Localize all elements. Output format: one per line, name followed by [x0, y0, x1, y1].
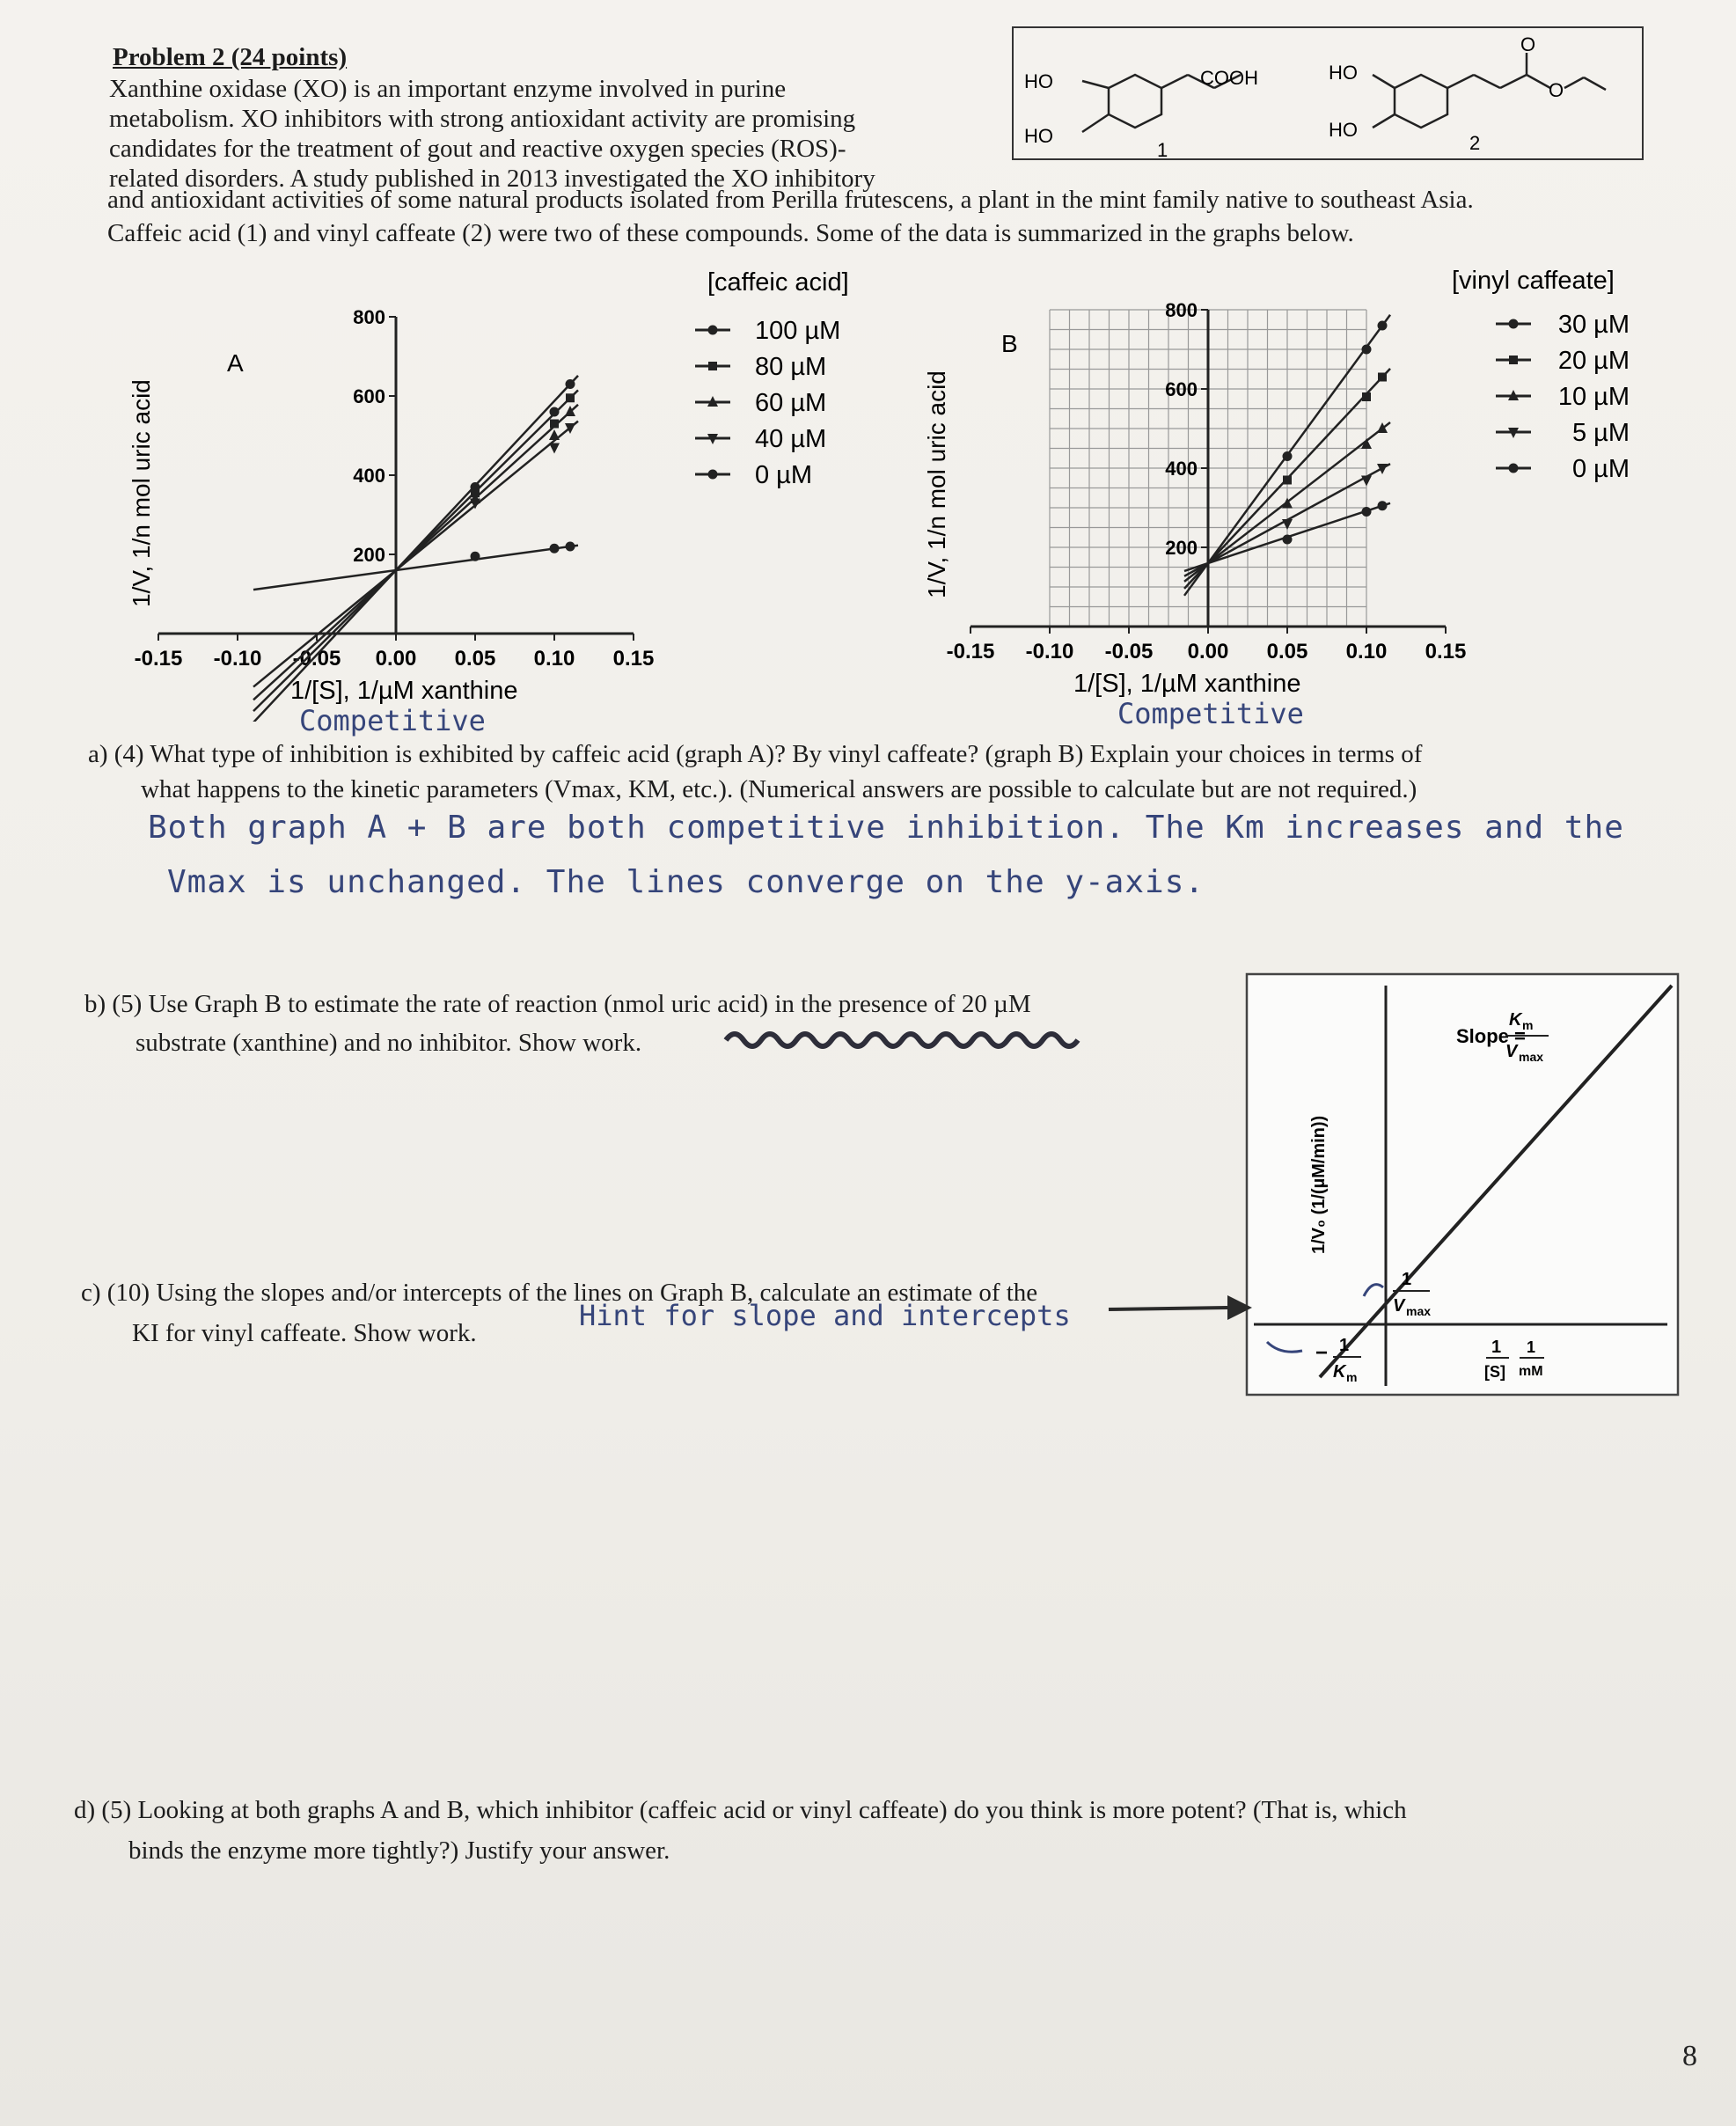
svg-text:1: 1 — [1402, 1270, 1412, 1289]
data-point — [566, 379, 575, 389]
graph-b-letter: B — [1001, 330, 1018, 357]
graph-a — [114, 264, 871, 722]
data-point — [549, 444, 560, 454]
svg-text:m: m — [1522, 1018, 1534, 1032]
y-tick-label-2: 600 — [353, 385, 385, 407]
question-a-line-1: a) (4) What type of inhibition is exhibited by caffeic acid (graph A)? By vinyl caffeate? (graph B) Explain your choices in terms of — [88, 740, 1423, 768]
x-tick-label-5: 0.10 — [533, 647, 575, 671]
graph-b — [915, 264, 1689, 722]
x-tick-label-5: 0.10 — [1345, 640, 1388, 663]
ho-label-2a: HO — [1329, 62, 1358, 84]
answer-a-line-2: Vmax is unchanged. The lines converge on the y-axis. — [167, 864, 1205, 900]
graph-b-legend — [1496, 311, 1630, 483]
legend-label-4: 0 µM — [755, 461, 813, 489]
data-point — [1362, 507, 1372, 517]
svg-text:V: V — [1505, 1042, 1518, 1061]
svg-text:m: m — [1346, 1370, 1358, 1384]
svg-text:K: K — [1509, 1010, 1522, 1030]
legend-label-2: 60 µM — [755, 389, 827, 417]
compound-1-label: 1 — [1157, 139, 1168, 161]
graph-a-xlabel: 1/[S], 1/µM xanthine — [290, 677, 518, 705]
y-tick-label-0: 200 — [1165, 537, 1198, 559]
svg-text:[S]: [S] — [1484, 1363, 1505, 1381]
data-point — [565, 423, 575, 434]
y-tick-label-3: 800 — [353, 306, 385, 328]
question-a-line-2: what happens to the kinetic parameters (Vmax, KM, etc.). (Numerical answers are possible to calculate but are not required.) — [141, 775, 1417, 803]
intro-line-4: related disorders. A study published in 2013 investigated the XO inhibitory — [109, 165, 875, 193]
data-point — [1378, 321, 1388, 331]
x-tick-label-0: -0.15 — [134, 647, 183, 671]
legend-label-3: 40 µM — [755, 425, 827, 453]
scribbled-out-text — [722, 1021, 1232, 1056]
graph-a-legend — [695, 317, 840, 489]
graph-a-ylabel: 1/V, 1/n mol uric acid — [128, 379, 155, 607]
svg-text:max: max — [1406, 1304, 1432, 1318]
data-point — [1361, 476, 1372, 487]
data-point — [471, 552, 480, 561]
ho-label-1a: HO — [1024, 70, 1053, 92]
problem-title: Problem 2 (24 points) — [113, 43, 348, 71]
graph-a-plot — [135, 306, 655, 722]
data-point — [1283, 535, 1293, 545]
cooh-label: COOH — [1200, 67, 1258, 89]
y-tick-label-0: 200 — [353, 544, 385, 566]
x-tick-label-3: 0.00 — [1187, 640, 1229, 663]
ho-label-2b: HO — [1329, 119, 1358, 141]
lb-ylabel: 1/V₀ (1/(µM/min)) — [1309, 1115, 1329, 1254]
data-point — [1283, 476, 1292, 485]
graph-a-letter: A — [227, 349, 244, 377]
x-tick-label-1: -0.10 — [213, 647, 262, 671]
svg-text:max: max — [1519, 1050, 1544, 1064]
y-tick-label-3: 800 — [1165, 299, 1198, 321]
graph-b-xlabel: 1/[S], 1/µM xanthine — [1073, 670, 1301, 698]
x-tick-label-3: 0.00 — [375, 647, 417, 671]
legend-label-0: 30 µM — [1557, 311, 1630, 339]
svg-text:1: 1 — [1339, 1336, 1350, 1355]
legend-label-0: 100 µM — [755, 317, 841, 345]
data-point — [1378, 373, 1387, 382]
x-tick-label-4: 0.05 — [1266, 640, 1308, 663]
carbonyl-o-label: O — [1520, 33, 1536, 55]
ho-label-1b: HO — [1024, 125, 1053, 147]
legend-label-1: 80 µM — [755, 353, 827, 381]
data-point — [1377, 422, 1388, 433]
data-point — [1362, 392, 1371, 401]
legend-label-3: 5 µM — [1571, 419, 1630, 447]
graph-b-legend-title: [vinyl caffeate] — [1452, 267, 1615, 295]
intro-line-1: Xanthine oxidase (XO) is an important enzyme involved in purine — [109, 75, 787, 103]
data-point — [1283, 451, 1293, 461]
graph-b-plot — [947, 299, 1467, 663]
graph-a-legend-title: [caffeic acid] — [707, 268, 849, 297]
svg-text:V: V — [1393, 1296, 1405, 1316]
svg-text:1: 1 — [1491, 1338, 1502, 1357]
question-c-line-2: KI for vinyl caffeate. Show work. — [132, 1319, 477, 1347]
intro-line-2: metabolism. XO inhibitors with strong antioxidant activity are promising — [109, 105, 856, 133]
compound-2-label: 2 — [1469, 132, 1481, 154]
legend-label-1: 20 µM — [1557, 347, 1630, 375]
data-point — [566, 542, 575, 552]
legend-label-2: 10 µM — [1557, 383, 1630, 411]
data-point — [566, 393, 575, 402]
y-tick-label-1: 400 — [1165, 458, 1198, 480]
svg-text:mM: mM — [1519, 1364, 1543, 1379]
data-point — [1362, 345, 1372, 355]
x-tick-label-6: 0.15 — [612, 647, 655, 671]
ester-o-label: O — [1549, 79, 1564, 101]
question-d-line-2: binds the enzyme more tightly?) Justify your answer. — [128, 1836, 670, 1865]
svg-text:−: − — [1315, 1341, 1329, 1365]
question-b-line-2: substrate (xanthine) and no inhibitor. Show work. — [136, 1029, 642, 1057]
intro-line-3: candidates for the treatment of gout and reactive oxygen species (ROS)- — [109, 135, 846, 163]
svg-text:Slope =: Slope = — [1456, 1025, 1526, 1047]
chemical-structures — [1012, 26, 1645, 167]
data-point — [550, 544, 560, 553]
lineweaver-burk-diagram — [1245, 972, 1681, 1399]
x-tick-label-6: 0.15 — [1425, 640, 1467, 663]
svg-text:K: K — [1333, 1362, 1346, 1382]
x-tick-label-1: -0.10 — [1025, 640, 1074, 663]
question-c-line-1: c) (10) Using the slopes and/or intercepts of the lines on Graph B, calculate an estimate of the — [81, 1279, 1038, 1307]
handwritten-hint: Hint for slope and intercepts — [579, 1299, 1071, 1332]
page-number: 8 — [1682, 2040, 1697, 2072]
y-tick-label-2: 600 — [1165, 378, 1198, 400]
graph-a-handwritten-note: Competitive — [299, 704, 486, 737]
x-tick-label-4: 0.05 — [454, 647, 496, 671]
intro-line-6: Caffeic acid (1) and vinyl caffeate (2) were two of these compounds. Some of the data is summarized in the graphs below. — [107, 219, 1354, 247]
data-point — [1282, 519, 1293, 530]
intro-line-5: and antioxidant activities of some natural products isolated from Perilla frutescens, a plant in the mint family native to southeast Asia. — [107, 186, 1474, 214]
question-b-line-1: b) (5) Use Graph B to estimate the rate of reaction (nmol uric acid) in the presence of 20 µM — [84, 990, 1031, 1018]
hint-arrow — [1104, 1285, 1254, 1329]
x-tick-label-2: -0.05 — [292, 647, 341, 671]
graph-b-handwritten-note: Competitive — [1117, 697, 1304, 730]
x-tick-label-0: -0.15 — [946, 640, 995, 663]
question-d-line-1: d) (5) Looking at both graphs A and B, which inhibitor (caffeic acid or vinyl caffeate) do you think is more potent? (That is, which — [74, 1796, 1407, 1824]
graph-b-ylabel: 1/V, 1/n mol uric acid — [923, 370, 950, 598]
svg-text:1: 1 — [1527, 1338, 1536, 1356]
data-point — [550, 407, 560, 417]
data-point — [1378, 501, 1388, 510]
legend-label-4: 0 µM — [1571, 455, 1630, 483]
vinyl-caffeate-structure — [1373, 53, 1606, 128]
y-tick-label-1: 400 — [353, 465, 385, 487]
answer-a-line-1: Both graph A + B are both competitive inhibition. The Km increases and the — [148, 810, 1624, 846]
x-tick-label-2: -0.05 — [1104, 640, 1154, 663]
